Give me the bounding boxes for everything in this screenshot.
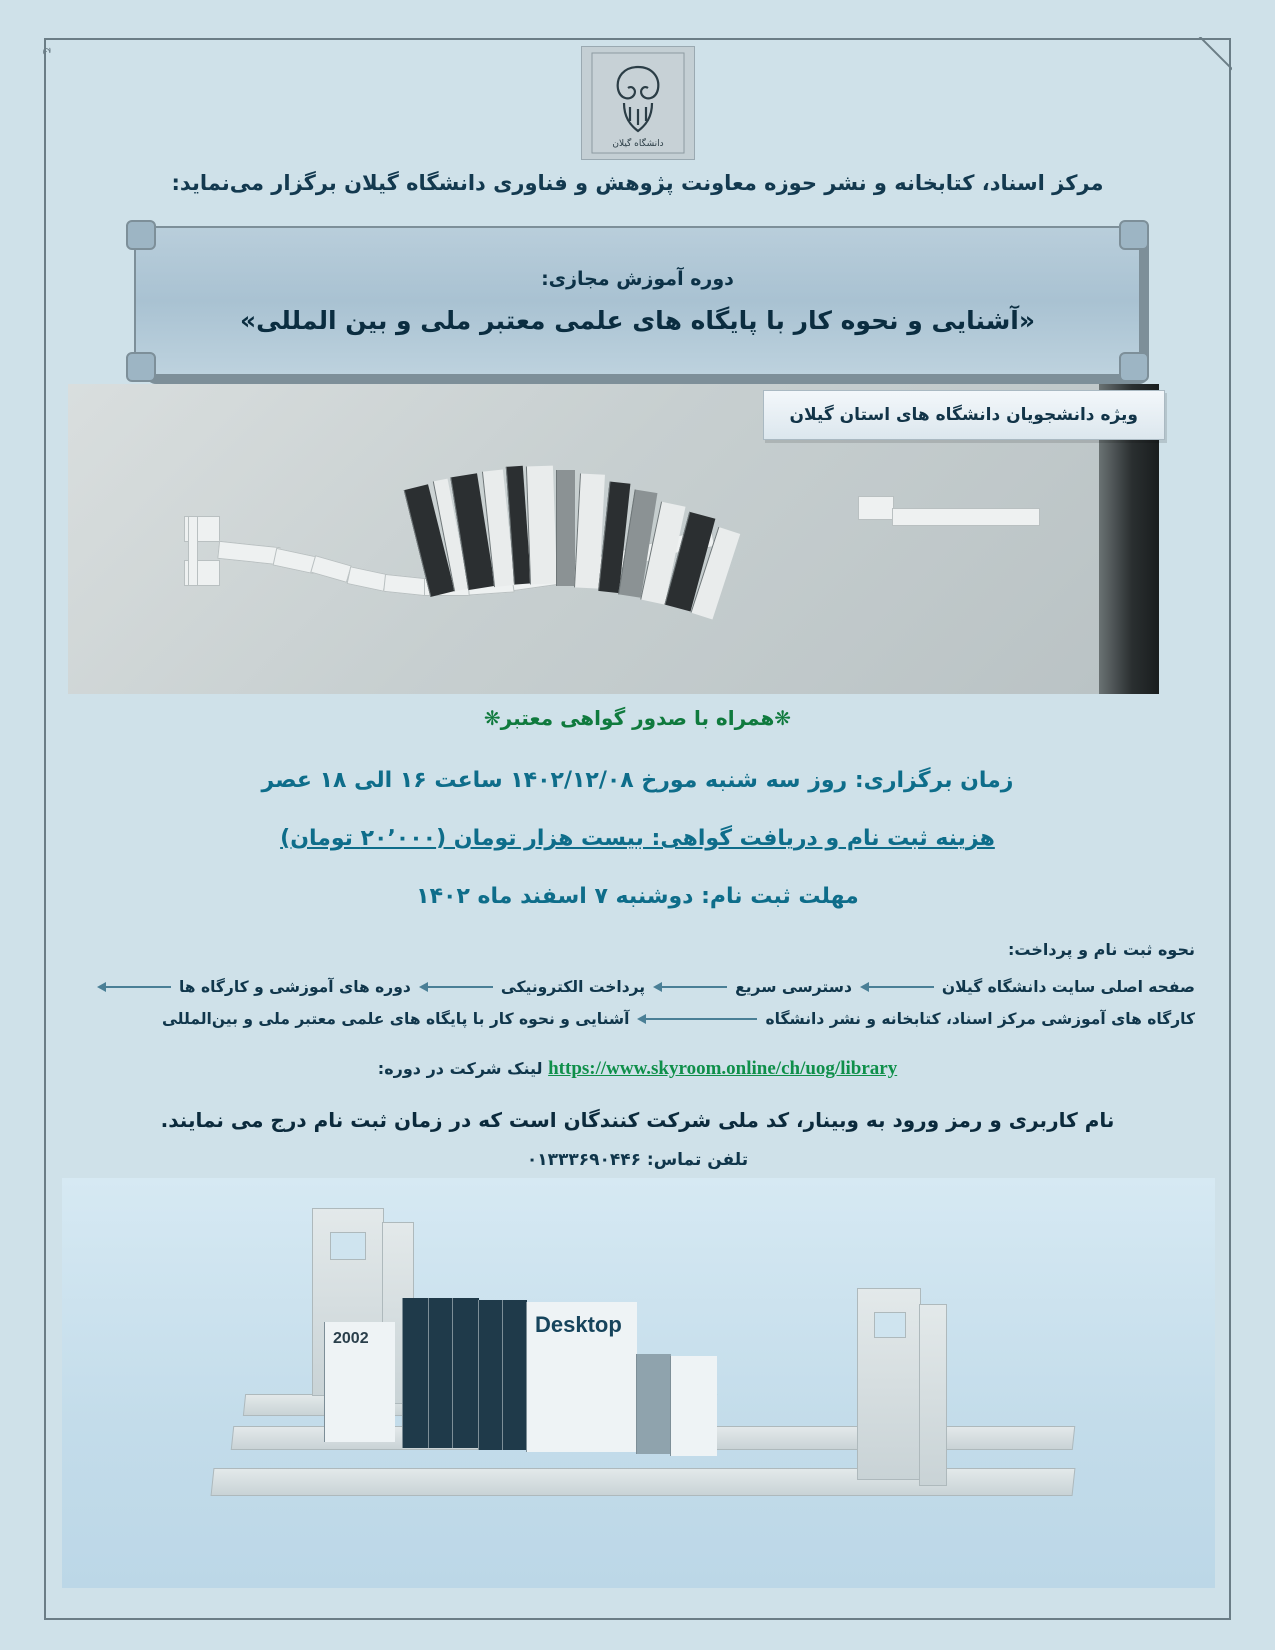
arrow-left-icon: [97, 981, 171, 993]
arrow-left-icon: [637, 1013, 757, 1025]
credentials-note: نام کاربری و رمز ورود به وبینار، کد ملی شرکت کنندگان است که در زمان ثبت نام درج می نمایند.: [160, 1108, 1115, 1132]
path-step: دسترسی سریع: [735, 978, 852, 996]
webinar-link-row: [80, 1058, 1195, 1080]
arrow-left-icon: [860, 981, 934, 993]
shelf-handle-left: [330, 1232, 366, 1260]
webinar-link-label: لینک شرکت در دوره:: [377, 1059, 543, 1078]
binder: [402, 1298, 429, 1448]
path-step: کارگاه های آموزشی مرکز اسناد، کتابخانه و نشر دانشگاه: [765, 1010, 1195, 1028]
binder: [428, 1298, 453, 1448]
university-crest-icon: [590, 51, 686, 155]
registration-deadline: مهلت ثبت نام: دوشنبه ۷ اسفند ماه ۱۴۰۲: [416, 884, 859, 909]
contact-phone: تلفن تماس: ۰۱۳۳۳۶۹۰۴۴۶: [526, 1150, 749, 1170]
logo-container: [0, 46, 1275, 160]
shelf-post-left: [188, 516, 198, 586]
ribbon-curl-bottom-left: [126, 352, 156, 382]
binder: [670, 1356, 717, 1456]
shelf-handle-right: [874, 1312, 906, 1338]
corner-mark: ج: [43, 46, 57, 55]
book: [526, 466, 557, 585]
path-step: دوره های آموزشی و کارگاه ها: [178, 978, 411, 996]
audience-badge: ویژه دانشجویان دانشگاه های استان گیلان: [763, 390, 1165, 440]
binder: [636, 1354, 671, 1454]
ribbon-banner: [134, 226, 1141, 376]
ribbon-curl-top-left: [126, 220, 156, 250]
photo-wooden-shelf: [62, 1178, 1215, 1588]
shelf-arm-right: [892, 508, 1040, 526]
binder: [452, 1298, 479, 1448]
certificate-note: ❋همراه با صدور گواهی معتبر❋: [483, 706, 792, 730]
event-datetime: زمان برگزاری: روز سه شنبه مورخ ۱۴۰۲/۱۲/۰۸ ساعت ۱۶ الی ۱۸ عصر: [261, 768, 1014, 793]
course-subtitle: دوره آموزش مجازی:: [541, 267, 734, 290]
binder: [324, 1322, 395, 1442]
ribbon-curl-top-right: [1119, 220, 1149, 250]
binder: [478, 1300, 503, 1450]
path-step: آشنایی و نحوه کار با پایگاه های علمی معتبر ملی و بین‌المللی: [161, 1010, 630, 1028]
binder: [502, 1300, 527, 1450]
event-fee: هزینه ثبت نام و دریافت گواهی: بیست هزار تومان (۲۰٬۰۰۰ تومان): [280, 826, 995, 851]
shelf-bracket-right: [858, 496, 894, 520]
university-logo: [581, 46, 695, 160]
path-step: پرداخت الکترونیکی: [500, 978, 646, 996]
binder-label: 2002: [333, 1330, 369, 1347]
ribbon-curl-bottom-right: [1119, 352, 1149, 382]
ribbon-body: [134, 226, 1141, 376]
arrow-left-icon: [653, 981, 727, 993]
shelf-upright-right-inner: [919, 1304, 947, 1486]
organization-line: مرکز اسناد، کتابخانه و نشر حوزه معاونت پژوهش و فناوری دانشگاه گیلان برگزار می‌نماید:: [171, 171, 1104, 195]
svg-text:دانشگاه گیلان: دانشگاه گیلان: [611, 139, 664, 149]
path-step: صفحه اصلی سایت دانشگاه گیلان: [941, 978, 1195, 996]
registration-path-heading: نحوه ثبت نام و پرداخت:: [1008, 940, 1195, 959]
binder: [526, 1302, 637, 1452]
registration-path-row-2: [70, 1010, 1195, 1028]
arrow-left-icon: [419, 981, 493, 993]
registration-path-row-1: [70, 978, 1195, 996]
book: [556, 470, 575, 586]
webinar-link[interactable]: https://www.skyroom.online/ch/uog/library: [548, 1058, 898, 1079]
binder-label: Desktop: [535, 1312, 622, 1337]
course-title: «آشنایی و نحوه کار با پایگاه های علمی معتبر ملی و بین المللی»: [239, 305, 1036, 335]
